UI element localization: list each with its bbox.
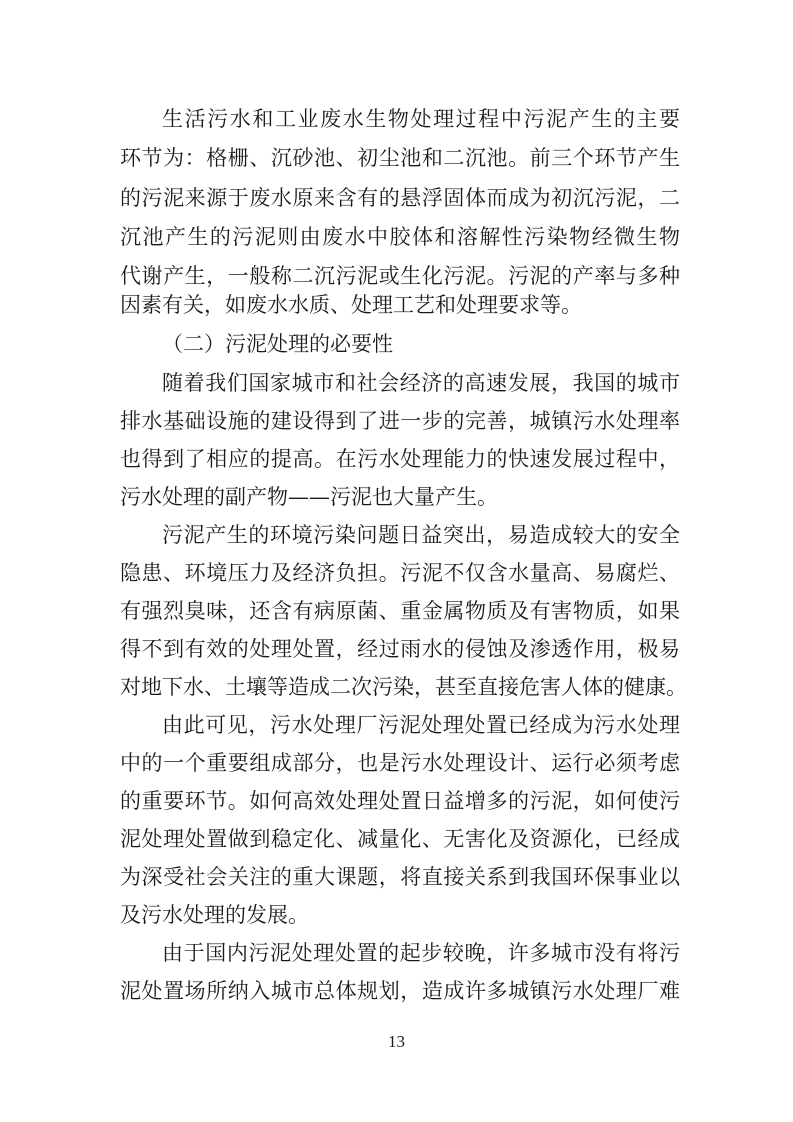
body-text-line: 随着我们国家城市和社会经济的高速发展，我国的城市: [162, 371, 680, 395]
body-text-line: 生活污水和工业废水生物处理过程中污泥产生的主要: [162, 107, 680, 131]
page-number: 13: [388, 1032, 405, 1051]
body-text-line: 沉池产生的污泥则由废水中胶体和溶解性污染物经微生物: [120, 225, 680, 249]
body-text-line: 中的一个重要组成部分，也是污水处理设计、运行必须考虑: [120, 751, 680, 775]
body-text-line: 泥处理处置做到稳定化、减量化、无害化及资源化，已经成: [120, 827, 680, 851]
body-text-line: 得不到有效的处理处置，经过雨水的侵蚀及渗透作用，极易: [120, 637, 680, 661]
body-text-line: 也得到了相应的提高。在污水处理能力的快速发展过程中，: [120, 447, 680, 471]
body-text-line: 由于国内污泥处理处置的起步较晚，许多城市没有将污: [162, 941, 680, 965]
body-text-line: 排水基础设施的建设得到了进一步的完善，城镇污水处理率: [120, 409, 680, 433]
body-text-line: 为深受社会关注的重大课题，将直接关系到我国环保事业以: [120, 865, 680, 889]
body-text-line: 代谢产生，一般称二沉污泥或生化污泥。污泥的产率与多种: [120, 264, 680, 288]
body-text-line: 及污水处理的发展。: [120, 903, 309, 927]
body-text-line: 隐患、环境压力及经济负担。污泥不仅含水量高、易腐烂、: [120, 561, 680, 585]
body-text-line: 泥处置场所纳入城市总体规划，造成许多城镇污水处理厂难: [120, 979, 680, 1003]
body-text-line: 环节为：格栅、沉砂池、初尘池和二沉池。前三个环节产生: [120, 146, 680, 170]
body-text-line: 因素有关，如废水水质、处理工艺和处理要求等。: [120, 293, 582, 317]
body-text-line: 污泥产生的环境污染问题日益突出，易造成较大的安全: [162, 523, 680, 547]
body-text-line: 的重要环节。如何高效处理处置日益增多的污泥，如何使污: [120, 789, 680, 813]
section-heading: （二）污泥处理的必要性: [162, 332, 393, 356]
body-text-line: 污水处理的副产物——污泥也大量产生。: [120, 485, 498, 509]
body-text-line: 由此可见，污水处理厂污泥处理处置已经成为污水处理: [162, 713, 680, 737]
body-text-line: 有强烈臭味，还含有病原菌、重金属物质及有害物质，如果: [120, 599, 680, 623]
body-text-line: 的污泥来源于废水原来含有的悬浮固体而成为初沉污泥，二: [120, 186, 680, 210]
body-text-line: 对地下水、土壤等造成二次污染，甚至直接危害人体的健康。: [120, 675, 687, 699]
